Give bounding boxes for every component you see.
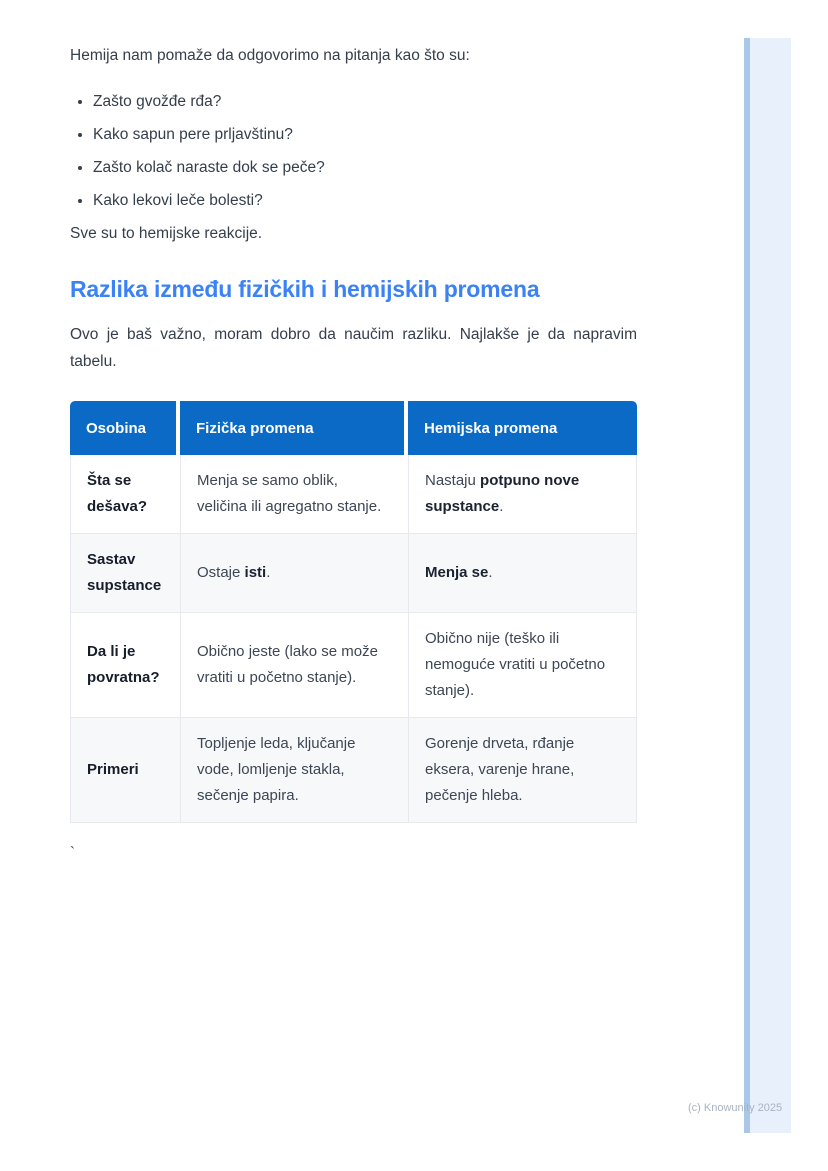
row-label: Da li je povratna? [70,612,180,717]
list-item: • Zašto gvožđe rđa? [93,90,637,113]
list-item: • Kako sapun pere prljavštinu? [93,123,637,146]
table-cell: Menja se. [408,533,637,612]
row-label: Šta se dešava? [70,455,180,533]
table-cell: Obično nije (teško ili nemoguće vratiti u početno stanje). [408,612,637,717]
table-row [70,612,637,717]
question-list [70,90,637,212]
table-cell: Menja se samo oblik, veličina ili agregatno stanje. [180,455,408,533]
copyright-footer: (c) Knowunity 2025 [688,1102,783,1114]
lead-paragraph: Ovo je baš važno, moram dobro da naučim razliku. Najlakše je da napravim tabelu. [70,326,637,370]
stray-backtick: ` [70,844,75,861]
intro-paragraph: Hemija nam pomaže da odgovorimo na pitanja kao što su: [70,47,470,64]
table-body [70,455,637,823]
column-header: Hemijska promena [408,401,637,455]
table-row [70,455,637,533]
table-row [70,717,637,823]
table-cell: Nastaju potpuno nove supstance. [408,455,637,533]
list-item: • Kako lekovi leče bolesti? [93,189,637,212]
section-heading: Razlika između fizičkih i hemijskih promena [70,276,540,302]
table-cell: Ostaje isti. [180,533,408,612]
row-label: Primeri [70,717,180,823]
scrollbar-track[interactable] [744,38,791,1133]
table-header-row [70,401,637,455]
conclusion-paragraph: Sve su to hemijske reakcije. [70,225,263,242]
table-cell: Topljenje leda, ključanje vode, lomljenje stakla, sečenje papira. [180,717,408,823]
list-item: • Zašto kolač naraste dok se peče? [93,156,637,179]
row-label: Sastav supstance [70,533,180,612]
document-content [70,44,637,865]
column-header: Fizička promena [180,401,408,455]
comparison-table [70,401,637,823]
column-header: Osobina [70,401,180,455]
table-cell: Gorenje drveta, rđanje eksera, varenje hrane, pečenje hleba. [408,717,637,823]
table-cell: Obično jeste (lako se može vratiti u početno stanje). [180,612,408,717]
table-row [70,533,637,612]
